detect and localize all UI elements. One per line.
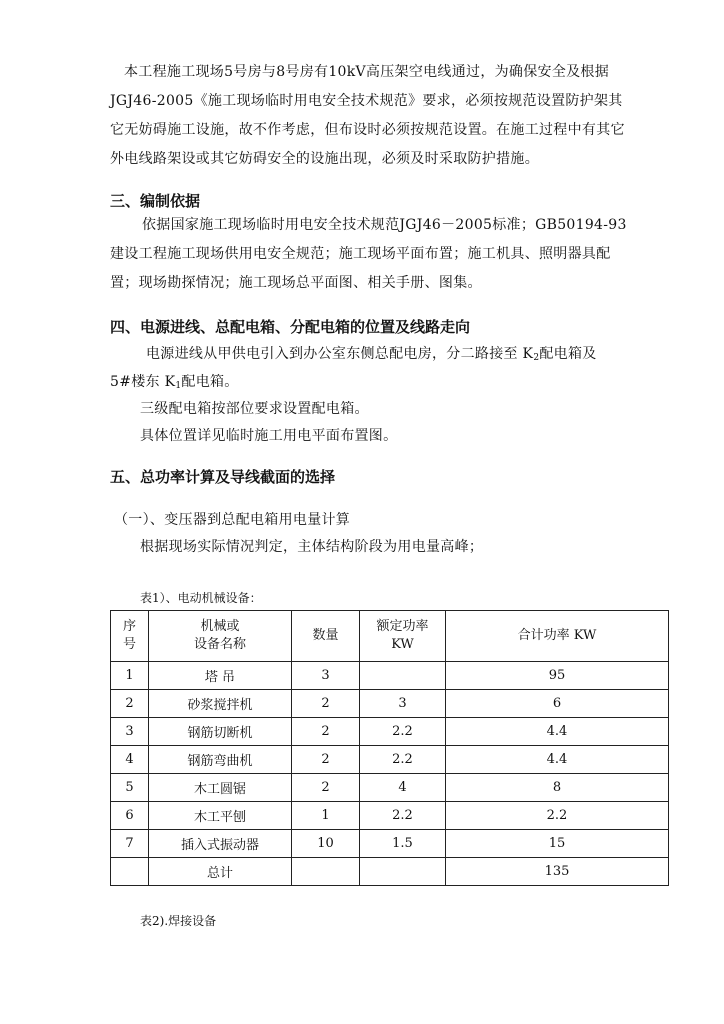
cell-no: 4 [111,746,149,774]
section5-body: 根据现场实际情况判定，主体结构阶段为用电量高峰； [140,539,484,555]
header-no [111,611,149,662]
header-rated-line1: 额定功率 [376,619,429,634]
table-row [111,746,669,774]
section4-line4: 具体位置详见临时施工用电平面布置图。 [140,428,398,444]
table-row [111,802,669,830]
sum-value: 135 [446,858,669,886]
cell-total: 2.2 [446,802,669,830]
table-row [111,718,669,746]
header-no-line1: 序 [122,619,136,634]
cell-qty: 3 [292,662,360,690]
cell-total: 8 [446,774,669,802]
header-name [149,611,292,662]
table-sum-row [111,858,669,886]
power-entry-suffix: 配电箱及 [539,346,597,362]
building5-text: 5#楼东 K [110,374,176,390]
header-no-line2: 号 [122,637,136,652]
intro-paragraph: 本工程施工现场5号房与8号房有10kV高压架空电线通过，为确保安全及根据JGJ46-2005《施工现场临时用电安全技术规范》要求，必须按规范设置防护架其它无妨碍施工设施，故不作考虑，但布设时必须按规范设置。在施工过程中有其它外电线路架设或其它妨碍安全的设施出现，必须及时采取防护措施。 [110,64,625,167]
section4-line1 [146,343,597,363]
cell-name: 木工圆锯 [149,774,292,802]
cell-rated: 2.2 [360,718,446,746]
cell-qty: 2 [292,690,360,718]
k1-subscript: 1 [175,381,182,391]
cell-qty: 2 [292,774,360,802]
cell-rated: 4 [360,774,446,802]
cell-name: 钢筋切断机 [149,718,292,746]
cell-qty: 10 [292,830,360,858]
cell-total: 4.4 [446,718,669,746]
cell-no: 5 [111,774,149,802]
cell-name: 塔 吊 [149,662,292,690]
k2-subscript: 2 [533,353,540,363]
header-rated [360,611,446,662]
cell-rated: 2.2 [360,746,446,774]
cell-no: 1 [111,662,149,690]
equipment-table [110,610,669,886]
cell-qty [292,858,360,886]
cell-no: 7 [111,830,149,858]
cell-name: 木工平刨 [149,802,292,830]
cell-total: 95 [446,662,669,690]
section4-line3: 三级配电箱按部位要求设置配电箱。 [140,401,369,417]
cell-rated: 3 [360,690,446,718]
cell-total: 6 [446,690,669,718]
table-row [111,830,669,858]
cell-qty: 1 [292,802,360,830]
cell-no: 6 [111,802,149,830]
section4-line2 [110,371,239,391]
cell-rated: 1.5 [360,830,446,858]
section5-subheading: （一）、变压器到总配电箱用电量计算 [114,512,351,528]
header-qty: 数量 [292,611,360,662]
section5-heading: 五、总功率计算及导线截面的选择 [110,468,336,486]
section3-heading: 三、编制依据 [110,192,201,210]
sum-label: 总计 [149,858,292,886]
cell-qty: 2 [292,746,360,774]
cell-rated [360,858,446,886]
table2-caption: 表2).焊接设备 [140,914,217,928]
cell-name: 钢筋弯曲机 [149,746,292,774]
cell-no: 3 [111,718,149,746]
cell-no: 2 [111,690,149,718]
table-header-row [111,611,669,662]
table-row [111,690,669,718]
cell-total: 15 [446,830,669,858]
section3-body: 依据国家施工现场临时用电安全技术规范JGJ46－2005标准；GB50194-93建设工程施工现场供用电安全规范；施工现场平面布置；施工机具、照明器具配置；现场勘探情况；施工现场总平面图、相关手册、图集。 [110,217,627,291]
cell-rated: 2.2 [360,802,446,830]
table1-caption: 表1）、电动机械设备： [140,591,262,605]
header-rated-line2: KW [391,637,414,652]
cell-qty: 2 [292,718,360,746]
header-name-line1: 机械或 [200,619,240,634]
header-total: 合计功率 KW [446,611,669,662]
header-name-line2: 设备名称 [193,637,246,652]
cell-no [111,858,149,886]
table-row [111,774,669,802]
power-entry-text: 电源进线从甲供电引入到办公室东侧总配电房，分二路接至 K [146,346,534,362]
table-row [111,662,669,690]
section4-heading: 四、电源进线、总配电箱、分配电箱的位置及线路走向 [110,318,471,336]
building5-suffix: 配电箱。 [181,374,239,390]
cell-rated [360,662,446,690]
cell-name: 砂浆搅拌机 [149,690,292,718]
cell-total: 4.4 [446,746,669,774]
cell-name: 插入式振动器 [149,830,292,858]
